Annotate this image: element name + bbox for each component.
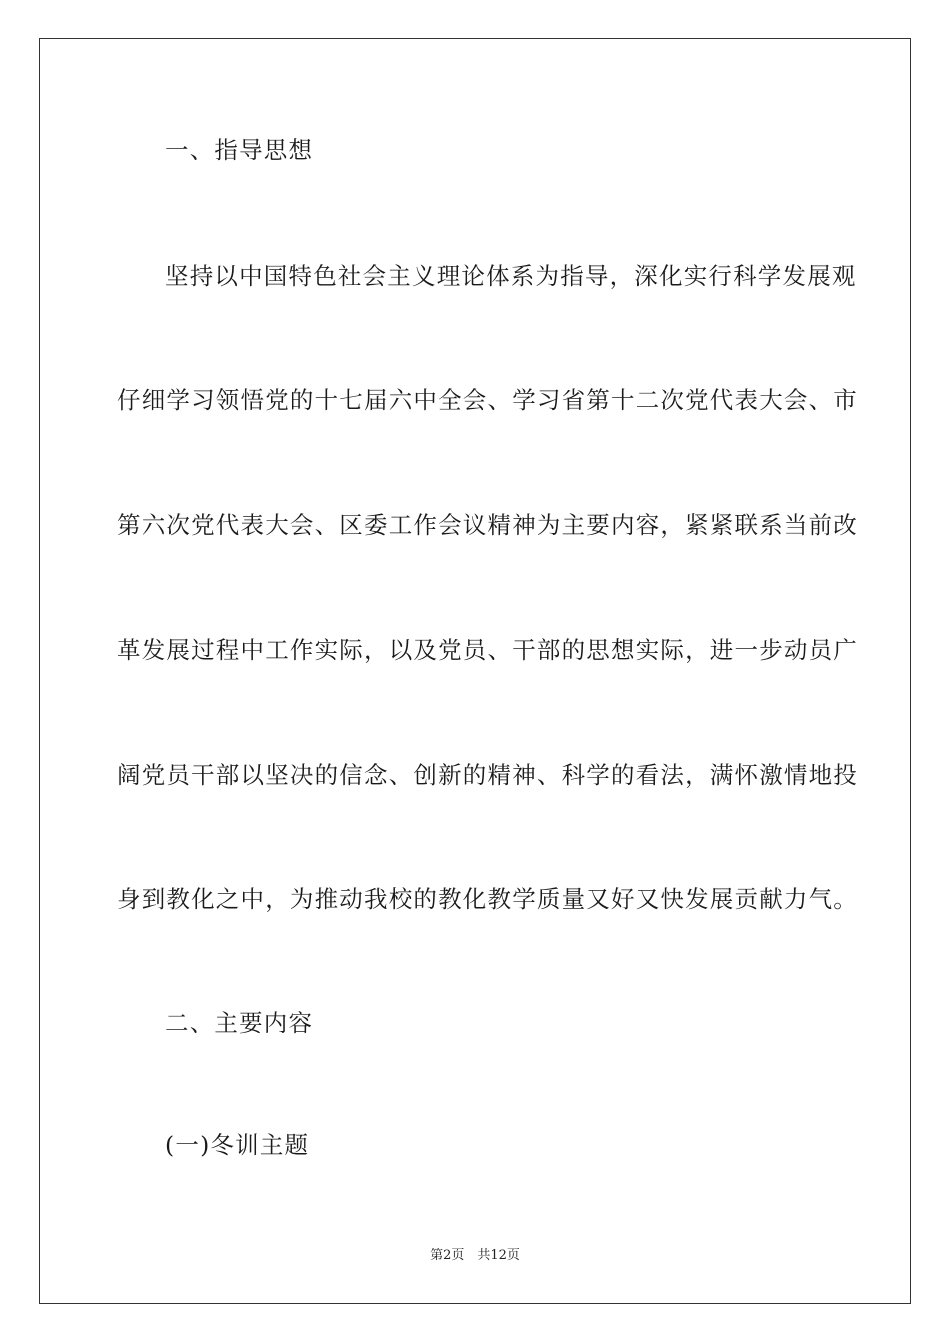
paragraph-line: 身到教化之中，为推动我校的教化教学质量又好又快发展贡献力气。 <box>117 885 858 913</box>
page-border <box>39 38 911 1304</box>
paragraph-line: 仔细学习领悟党的十七届六中全会、学习省第十二次党代表大会、市 <box>117 386 858 414</box>
paragraph-line: 坚持以中国特色社会主义理论体系为指导，深化实行科学发展观 <box>165 262 857 290</box>
paragraph-line: 革发展过程中工作实际，以及党员、干部的思想实际，进一步动员广 <box>117 636 858 664</box>
paragraph-line: 第六次党代表大会、区委工作会议精神为主要内容，紧紧联系当前改 <box>117 511 858 539</box>
page-number-footer: 第2页 共12页 <box>430 1248 520 1263</box>
paragraph-line: 阔党员干部以坚决的信念、创新的精神、科学的看法，满怀激情地投 <box>117 761 858 789</box>
section-heading-guiding-ideology: 一、指导思想 <box>165 136 314 164</box>
subsection-heading-winter-training-theme: (一)冬训主题 <box>165 1131 310 1159</box>
section-heading-main-content: 二、主要内容 <box>165 1009 314 1037</box>
